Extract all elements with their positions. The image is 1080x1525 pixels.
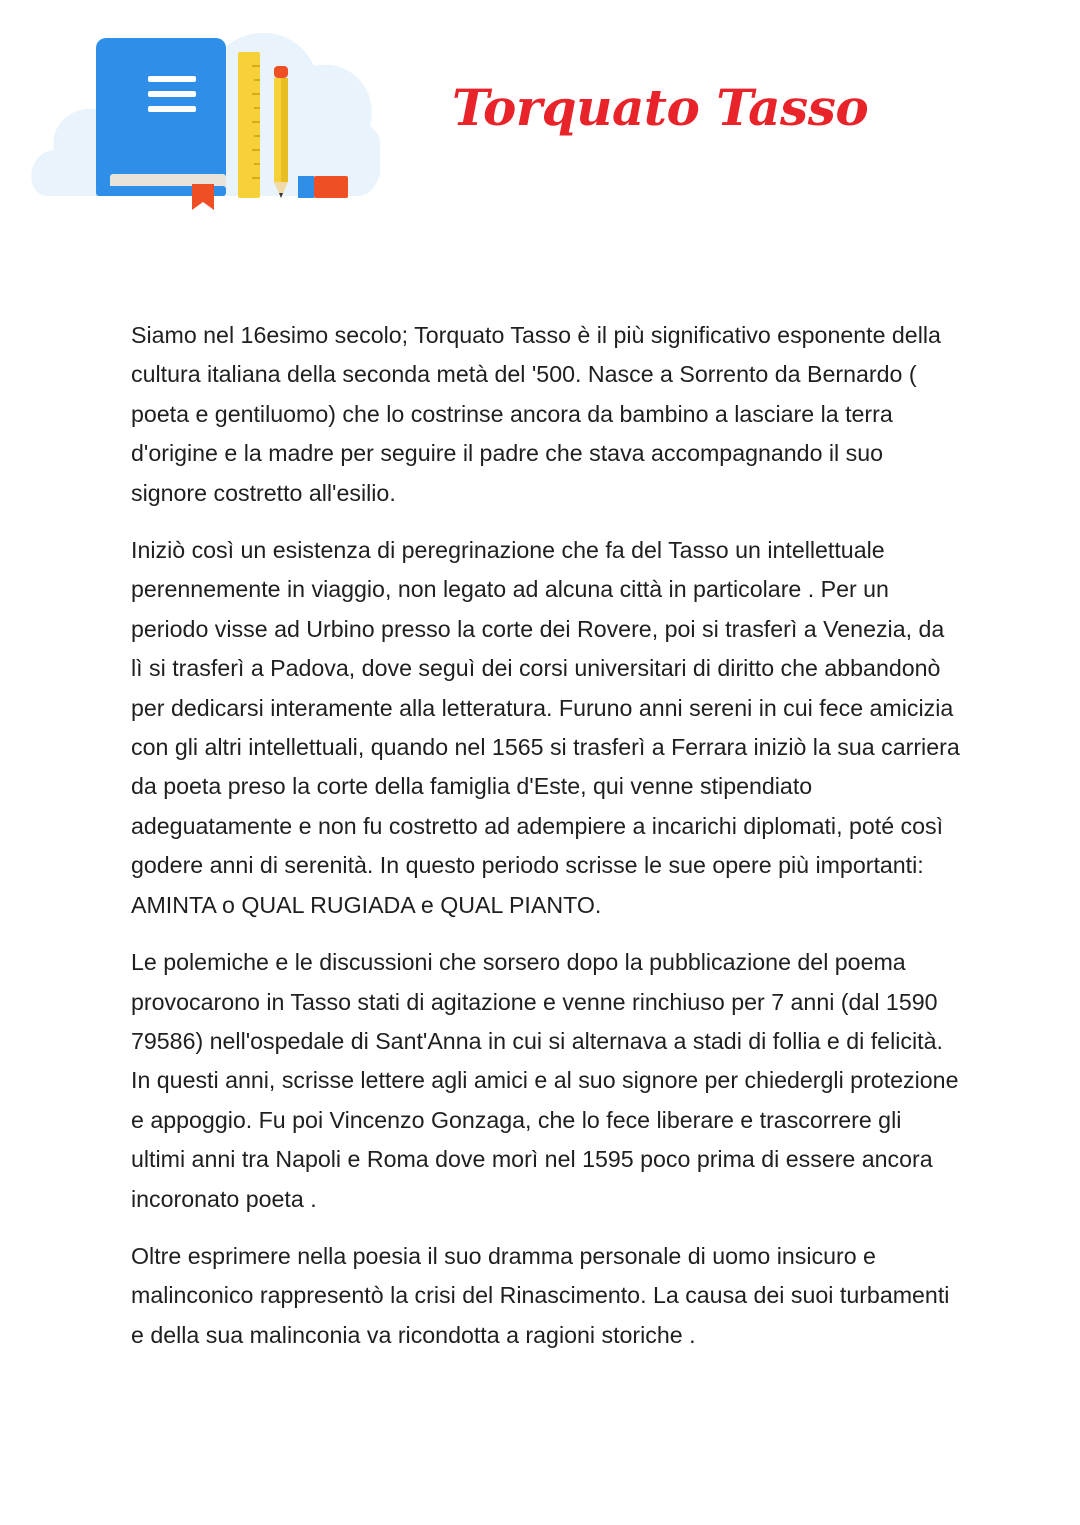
illustration-svg bbox=[30, 14, 380, 214]
paragraph-1: Siamo nel 16esimo secolo; Torquato Tasso è il più significativo esponente della cultura italiana della seconda metà del '500. Nasce a Sorrento da Bernardo ( poeta e gentiluomo) che lo costrinse ancora da bambino a lasciare la terra d'origine e la madre per seguire il padre che stava accompagnando il suo signore costretto all'esilio. bbox=[131, 322, 941, 506]
paragraph-3: Le polemiche e le discussioni che sorsero dopo la pubblicazione del poema provocarono in Tasso stati di agitazione e venne rinchiuso per 7 anni (dal 1590 79586) nell'ospedale di Sant'Anna in cui si alternava a stadi di follia e di felicità. In questi anni, scrisse lettere agli amici e al suo signore per chiedergli protezione e appoggio. Fu poi Vincenzo Gonzaga, che lo fece liberare e trascorrere gli ultimi anni tra Napoli e Roma dove morì nel 1595 poco prima di essere ancora incoronato poeta . bbox=[131, 949, 959, 1212]
paragraph-2: Iniziò così un esistenza di peregrinazione che fa del Tasso un intellettuale perennemente in viaggio, non legato ad alcuna città in particolare . Per un periodo visse ad Urbino presso la corte dei Rovere, poi si trasferì a Venezia, da lì si trasferì a Padova, dove seguì dei corsi universitari di diritto che abbandonò per dedicarsi interamente alla letteratura. Furuno anni sereni in cui fece amicizia con gli altri intellettuali, quando nel 1565 si trasferì a Ferrara iniziò la sua carriera da poeta preso la corte della famiglia d'Este, qui venne stipendiato adeguatamente e non fu costretto ad adempiere a incarichi diplomati, poté così godere anni di serenità. In questo periodo scrisse le sue opere più importanti: AMINTA o QUAL RUGIADA e QUAL PIANTO. bbox=[131, 537, 960, 918]
paragraph-4: Oltre esprimere nella poesia il suo dramma personale di uomo insicuro e malinconico rappresentò la crisi del Rinascimento. La causa dei suoi turbamenti e della sua malinconia va ricondotta a ragioni storiche . bbox=[131, 1242, 950, 1348]
header-illustration bbox=[30, 14, 380, 214]
document-body bbox=[131, 316, 961, 1373]
ruler-icon bbox=[238, 52, 260, 198]
page-title: Torquato Tasso bbox=[452, 78, 869, 137]
pencil-icon bbox=[274, 66, 288, 198]
book-icon bbox=[96, 38, 226, 210]
eraser-icon bbox=[298, 176, 348, 198]
